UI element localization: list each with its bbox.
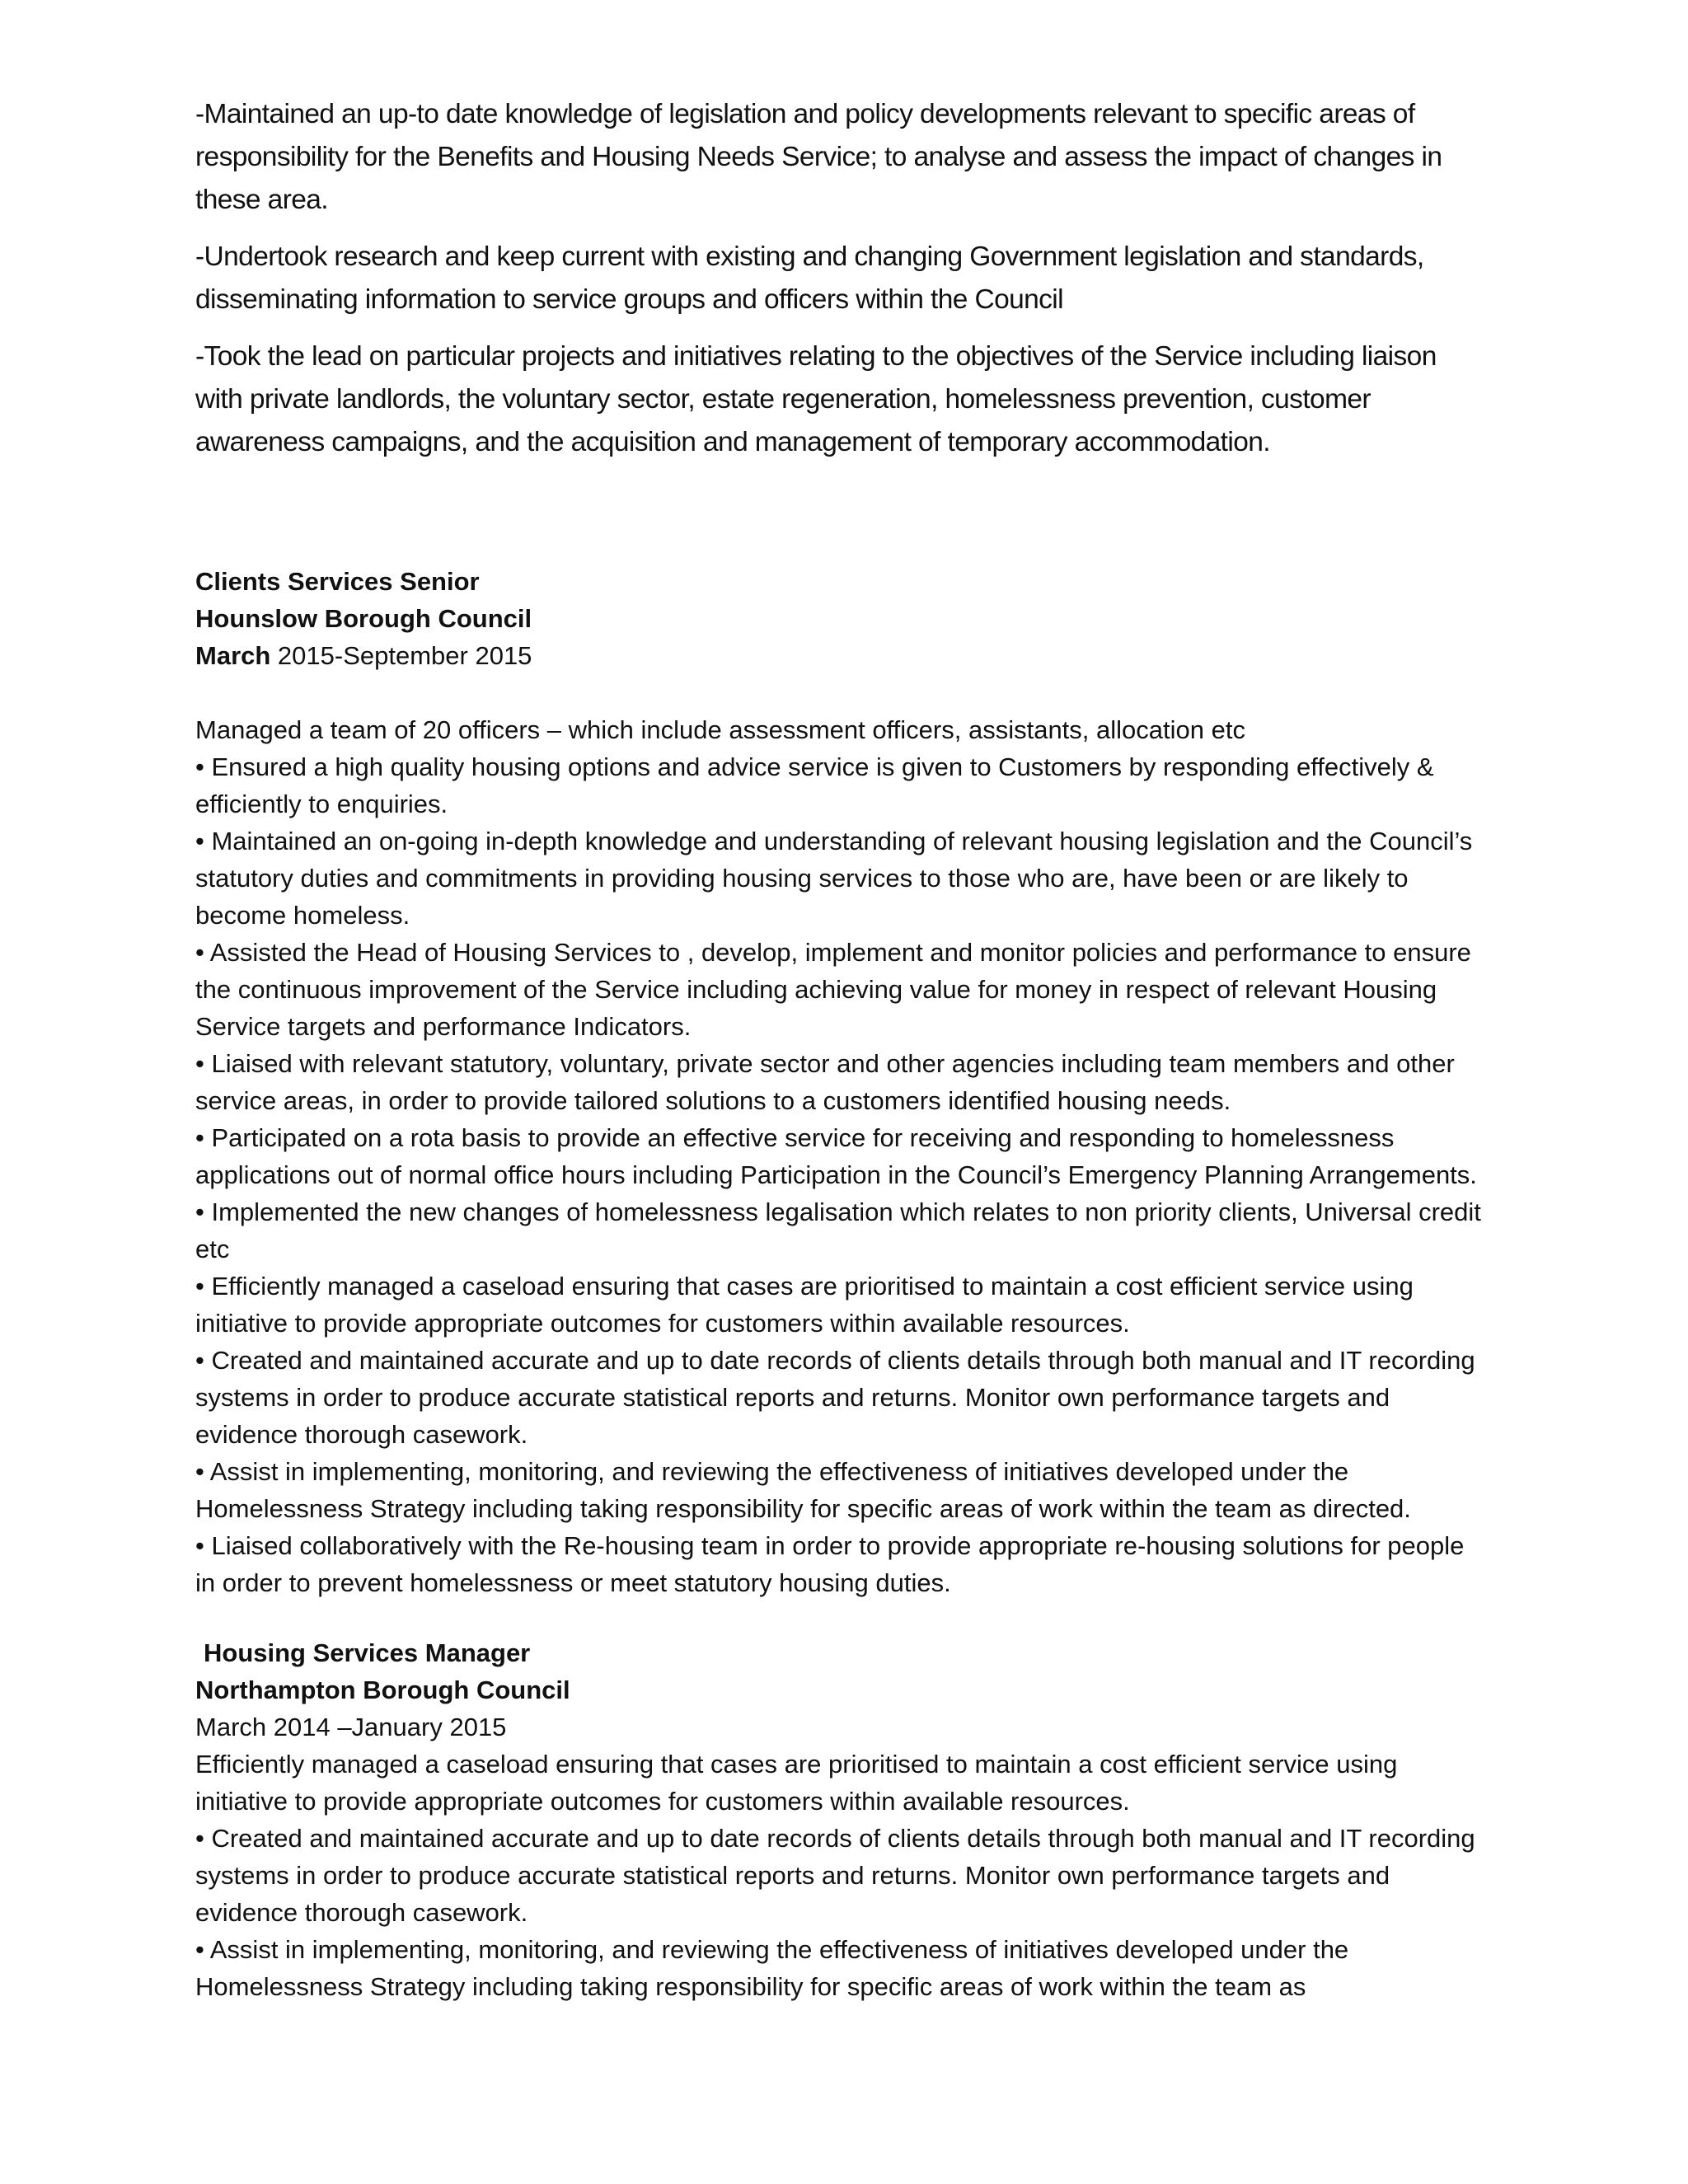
intro-paragraph-research: -Undertook research and keep current with existing and changing Government legislation and standards, disseminating information to service groups and officers within the Council bbox=[195, 241, 1424, 315]
job-dates: March 2014 –January 2015 bbox=[195, 1713, 507, 1741]
duty-line: • Assist in implementing, monitoring, and reviewing the effectiveness of initiatives developed under the Homelessness Strategy including taking responsibility for specific areas of work within the team as directed. bbox=[195, 1457, 1411, 1523]
job-employer: Hounslow Borough Council bbox=[195, 604, 532, 633]
section-gap bbox=[195, 478, 1489, 563]
job-housing-services-manager bbox=[195, 1634, 1489, 2005]
duty-line: Managed a team of 20 officers – which include assessment officers, assistants, allocation etc bbox=[195, 715, 1245, 744]
duty-line: • Participated on a rota basis to provide an effective service for receiving and responding to homelessness applications out of normal office hours including Participation in the Council’s Emergency Planning Arrangements. bbox=[195, 1123, 1477, 1189]
duty-line: • Maintained an on-going in-depth knowledge and understanding of relevant housing legislation and the Council’s statutory duties and commitments in providing housing services to those who are, have been or are likely to become homeless. bbox=[195, 827, 1473, 930]
duty-line: • Ensured a high quality housing options and advice service is given to Customers by responding effectively & efficiently to enquiries. bbox=[195, 752, 1434, 818]
job-dates: March 2015-September 2015 bbox=[195, 641, 532, 670]
duty-line: • Created and maintained accurate and up to date records of clients details through both manual and IT recording systems in order to produce accurate statistical reports and returns. Monitor own performance targets and evidence thorough casework. bbox=[195, 1824, 1475, 1927]
intro-paragraph-projects: -Took the lead on particular projects and initiatives relating to the objectives of the Service including liaison with private landlords, the voluntary sector, estate regeneration, homelessness prevention, customer awareness campaigns, and the acquisition and management of temporary accommodation. bbox=[195, 341, 1437, 457]
job-employer: Northampton Borough Council bbox=[195, 1675, 570, 1704]
job-duties bbox=[195, 711, 1489, 1601]
duty-line: • Liaised collaboratively with the Re-housing team in order to provide appropriate re-housing solutions for people in order to prevent homelessness or meet statutory housing duties. bbox=[195, 1531, 1465, 1597]
duty-line: • Assisted the Head of Housing Services to , develop, implement and monitor policies and performance to ensure the continuous improvement of the Service including achieving value for money in respect of relevant Housing Service targets and performance Indicators. bbox=[195, 938, 1471, 1041]
job-duties bbox=[195, 1746, 1489, 2005]
document-page bbox=[195, 93, 1489, 2005]
duty-line: • Efficiently managed a caseload ensuring that cases are prioritised to maintain a cost efficient service using initiative to provide appropriate outcomes for customers within available resources. bbox=[195, 1272, 1414, 1338]
duty-line: • Assist in implementing, monitoring, and reviewing the effectiveness of initiatives developed under the Homelessness Strategy including taking responsibility for specific areas of work within the team as bbox=[195, 1935, 1349, 2001]
spacer bbox=[195, 674, 1489, 711]
intro-paragraph-legislation: -Maintained an up-to date knowledge of legislation and policy developments relevant to specific areas of responsibility for the Benefits and Housing Needs Service; to analyse and assess the impact of changes in these area. bbox=[195, 99, 1442, 215]
duty-line: • Implemented the new changes of homelessness legalisation which relates to non priority clients, Universal credit etc bbox=[195, 1197, 1481, 1263]
job-title: Housing Services Manager bbox=[204, 1638, 531, 1667]
job-clients-services-senior bbox=[195, 563, 1489, 1601]
job-title: Clients Services Senior bbox=[195, 567, 480, 596]
spacer bbox=[195, 1601, 1489, 1634]
duty-line: Efficiently managed a caseload ensuring that cases are prioritised to maintain a cost efficient service using initiative to provide appropriate outcomes for customers within available resources. bbox=[195, 1750, 1398, 1816]
duty-line: • Created and maintained accurate and up to date records of clients details through both manual and IT recording systems in order to produce accurate statistical reports and returns. Monitor own performance targets and evidence thorough casework. bbox=[195, 1346, 1475, 1449]
duty-line: • Liaised with relevant statutory, voluntary, private sector and other agencies including team members and other service areas, in order to provide tailored solutions to a customers identified housing needs. bbox=[195, 1049, 1455, 1115]
